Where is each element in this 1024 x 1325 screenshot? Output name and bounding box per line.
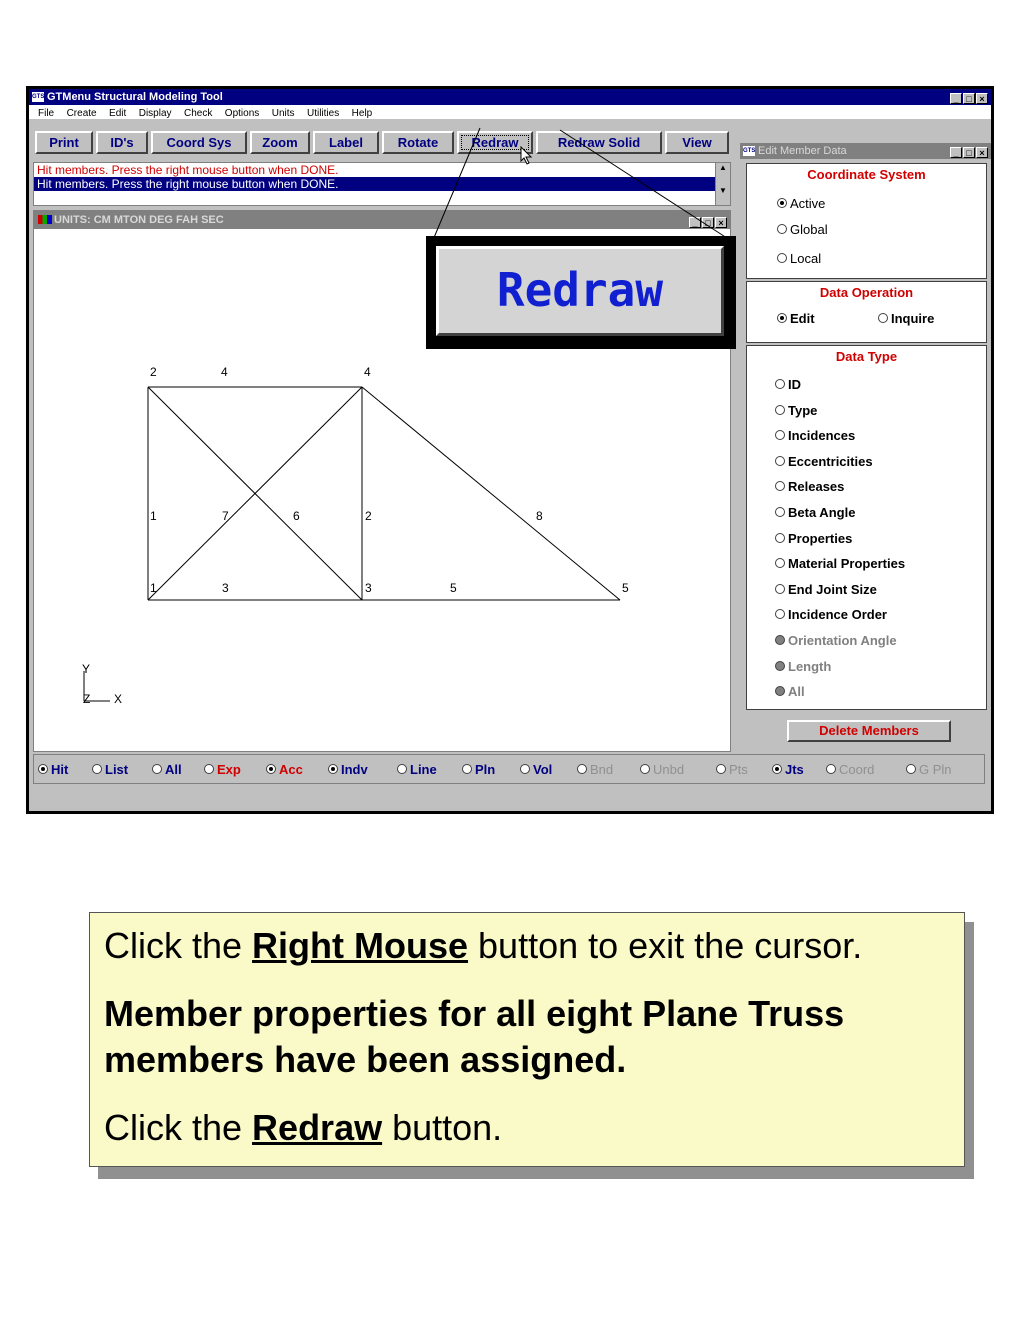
selection-options-bar	[33, 754, 985, 784]
option-label: Bnd	[590, 762, 614, 777]
option-label: Incidence Order	[788, 607, 887, 622]
radio-icon	[204, 764, 214, 774]
option-label: All	[165, 762, 182, 777]
minimize-icon[interactable]: _	[689, 217, 701, 228]
option-pts	[716, 762, 748, 777]
menu-check[interactable]: Check	[183, 108, 213, 119]
minimize-icon[interactable]: _	[950, 93, 962, 104]
option-label: Active	[790, 196, 826, 211]
radio-end-joint-size[interactable]	[775, 582, 877, 597]
option-label: Properties	[788, 531, 853, 546]
group-title: Data Operation	[819, 285, 914, 300]
radio-icon	[520, 764, 530, 774]
option-label: Vol	[533, 762, 553, 777]
radio-icon	[775, 661, 785, 671]
radio-icon	[775, 507, 785, 517]
radio-all	[775, 684, 805, 699]
radio-icon	[775, 635, 785, 645]
option-label: Indv	[341, 762, 368, 777]
close-icon[interactable]: ×	[976, 147, 988, 158]
option-label: Global	[790, 222, 828, 237]
radio-icon	[775, 584, 785, 594]
maximize-icon[interactable]: □	[963, 93, 975, 104]
member-label: 6	[293, 509, 300, 523]
scroll-up-icon[interactable]: ▲	[719, 163, 727, 172]
member-label: 5	[450, 581, 457, 595]
option-label: Coord	[839, 762, 875, 777]
menu-options[interactable]: Options	[224, 108, 260, 119]
radio-type[interactable]	[775, 403, 817, 418]
option-label: Hit	[51, 762, 69, 777]
axis-y-label: Y	[82, 662, 91, 676]
mouse-cursor-icon	[520, 146, 534, 166]
close-icon[interactable]: ×	[715, 217, 727, 228]
option-label: Local	[790, 251, 822, 266]
radio-icon	[38, 764, 48, 774]
option-label: List	[105, 762, 129, 777]
option-label: Pln	[475, 762, 496, 777]
window-title: GTMenu Structural Modeling Tool	[47, 91, 223, 103]
option-label: Pts	[729, 762, 748, 777]
redraw-zoom-callout	[426, 236, 736, 349]
menu-help[interactable]: Help	[351, 108, 373, 119]
rotate-button[interactable]: Rotate	[382, 131, 454, 154]
redraw-emphasis: Redraw	[252, 1107, 383, 1148]
option-label: End Joint Size	[788, 582, 877, 597]
option-line[interactable]	[397, 762, 437, 777]
radio-icon	[775, 481, 785, 491]
option-acc[interactable]	[266, 762, 303, 777]
option-label: ID	[788, 377, 801, 392]
app-icon: GTS	[743, 148, 756, 155]
redraw-button[interactable]: Redraw	[457, 131, 533, 154]
radio-eccentricities[interactable]	[775, 454, 873, 469]
option-label: All	[788, 684, 805, 699]
radio-releases[interactable]	[775, 479, 844, 494]
node-label: 4	[364, 365, 371, 379]
radio-icon	[775, 405, 785, 415]
radio-icon	[716, 764, 726, 774]
instruction-note	[89, 912, 965, 1167]
menu-file[interactable]: File	[38, 108, 55, 119]
coord-sys-button[interactable]: Coord Sys	[151, 131, 247, 154]
zoom-button[interactable]: Zoom	[250, 131, 310, 154]
group-title: Data Type	[835, 349, 898, 364]
option-label: Beta Angle	[788, 505, 856, 520]
option-label: Inquire	[891, 311, 935, 326]
menu-units[interactable]: Units	[271, 108, 295, 119]
radio-icon	[772, 764, 782, 774]
member-label: 3	[222, 581, 229, 595]
option-label: Acc	[279, 762, 303, 777]
option-label: Releases	[788, 479, 845, 494]
option-list[interactable]	[92, 762, 128, 777]
print-button[interactable]: Print	[35, 131, 93, 154]
option-g-pln	[906, 762, 952, 777]
option-label: Type	[788, 403, 818, 418]
option-exp[interactable]	[204, 762, 241, 777]
radio-icon	[577, 764, 587, 774]
option-label: Jts	[785, 762, 804, 777]
label-button[interactable]: Label	[313, 131, 379, 154]
app-icon: GTS	[32, 94, 45, 101]
member-label: 4	[221, 365, 228, 379]
option-unbd	[640, 762, 684, 777]
option-bnd	[577, 762, 613, 777]
menu-utilities[interactable]: Utilities	[306, 108, 340, 119]
option-label: G Pln	[919, 762, 952, 777]
panel-title: Edit Member Data	[758, 145, 847, 157]
message-line: Hit members. Press the right mouse button when DONE.	[37, 163, 339, 177]
radio-icon	[775, 558, 785, 568]
option-label: Orientation Angle	[788, 633, 897, 648]
option-hit[interactable]	[38, 762, 68, 777]
radio-icon	[906, 764, 916, 774]
radio-icon	[266, 764, 276, 774]
option-jts[interactable]	[772, 762, 804, 777]
redraw-zoom-label: Redraw	[436, 246, 724, 336]
radio-icon	[775, 686, 785, 696]
menu-edit[interactable]: Edit	[109, 108, 127, 119]
close-icon[interactable]: ×	[976, 93, 988, 104]
option-label: Material Properties	[788, 556, 906, 571]
radio-icon	[397, 764, 407, 774]
radio-material-properties[interactable]	[775, 556, 905, 571]
radio-icon	[152, 764, 162, 774]
option-indv[interactable]	[328, 762, 368, 777]
minimize-icon[interactable]: _	[950, 147, 962, 158]
option-coord	[826, 762, 874, 777]
radio-incidences[interactable]	[775, 428, 855, 443]
option-label: Edit	[790, 311, 815, 326]
option-all[interactable]	[152, 762, 182, 777]
option-label: Unbd	[653, 762, 685, 777]
radio-icon	[328, 764, 338, 774]
note-line-1: Click the Right Mouse button to exit the cursor.	[104, 925, 863, 966]
option-label: Exp	[217, 762, 241, 777]
radio-icon	[92, 764, 102, 774]
radio-icon	[775, 533, 785, 543]
member-label: 2	[365, 509, 372, 523]
node-label: 3	[365, 581, 372, 595]
member-label: 1	[150, 509, 157, 523]
menu-display[interactable]: Display	[138, 108, 172, 119]
radio-icon	[826, 764, 836, 774]
radio-properties[interactable]	[775, 531, 852, 546]
redraw-solid-button[interactable]: Redraw Solid	[536, 131, 662, 154]
note-line-3: Click the Redraw button.	[104, 1107, 503, 1148]
radio-icon	[640, 764, 650, 774]
radio-icon	[775, 430, 785, 440]
node-label: 2	[150, 365, 157, 379]
maximize-icon[interactable]: □	[702, 217, 714, 228]
option-label: Length	[788, 659, 832, 674]
option-label: Eccentricities	[788, 454, 873, 469]
member-label: 8	[536, 509, 543, 523]
radio-orientation-angle	[775, 633, 897, 648]
callout-line	[433, 128, 480, 240]
maximize-icon[interactable]: □	[963, 147, 975, 158]
option-pln[interactable]	[462, 762, 495, 777]
member-label: 7	[222, 509, 229, 523]
delete-members-button[interactable]: Delete Members	[787, 720, 951, 742]
callout-line	[560, 130, 730, 240]
node-label: 5	[622, 581, 629, 595]
node-label: 1	[150, 581, 157, 595]
radio-icon	[462, 764, 472, 774]
option-label: Incidences	[788, 428, 856, 443]
radio-icon	[775, 456, 785, 466]
radio-beta-angle[interactable]	[775, 505, 855, 520]
axis-x-label: X	[114, 692, 123, 706]
scroll-down-icon[interactable]: ▼	[719, 186, 727, 195]
right-mouse-emphasis: Right Mouse	[252, 925, 469, 966]
radio-icon	[775, 609, 785, 619]
radio-incidence-order[interactable]	[775, 607, 887, 622]
option-label: Line	[410, 762, 437, 777]
message-line-selected: Hit members. Press the right mouse button when DONE.	[34, 177, 715, 191]
member-line	[362, 387, 620, 600]
axis-z-label: Z	[83, 692, 91, 706]
note-line-2: Member properties for all eight Plane Truss members have been assigned.	[104, 993, 845, 1080]
group-title: Coordinate System	[807, 167, 926, 182]
menu-create[interactable]: Create	[66, 108, 97, 119]
view-button[interactable]: View	[665, 131, 729, 154]
option-vol[interactable]	[520, 762, 552, 777]
radio-length	[775, 659, 831, 674]
units-readout: UNITS: CM MTON DEG FAH SEC	[54, 214, 224, 226]
ids-button[interactable]: ID's	[96, 131, 148, 154]
